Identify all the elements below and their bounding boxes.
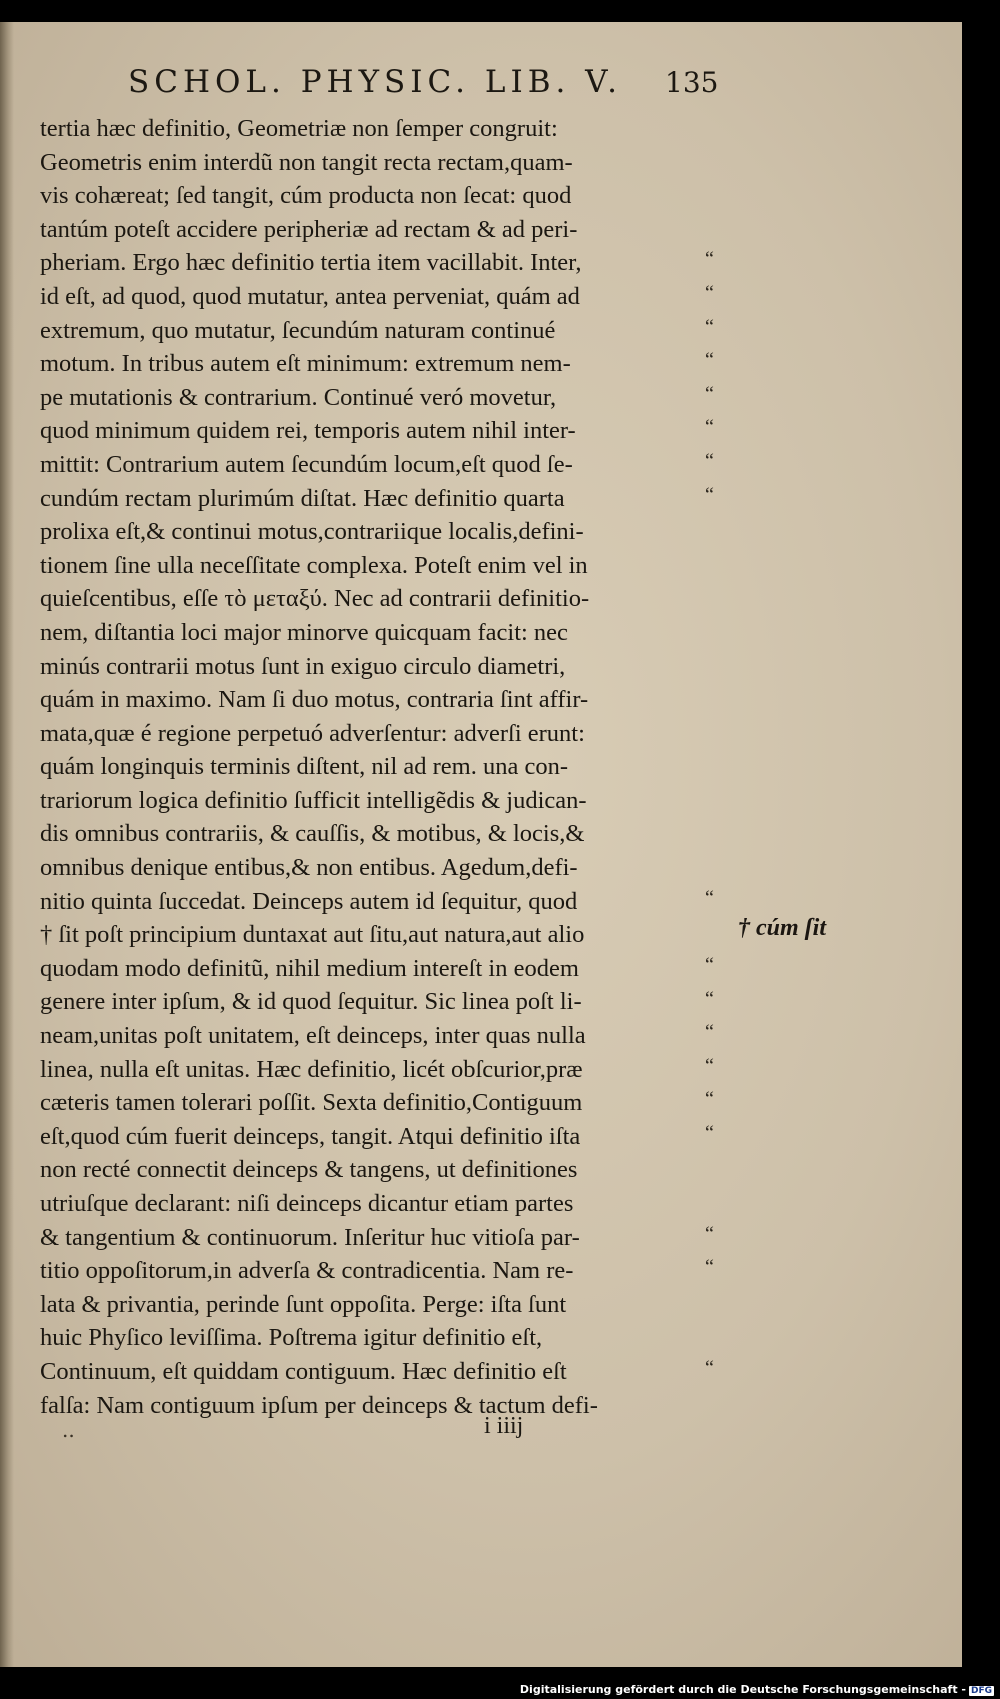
- quote-mark: “: [705, 416, 714, 439]
- text-line: pe mutationis & contrarium. Continué veró movetur,: [40, 383, 557, 411]
- text-line: eſt,quod cúm fuerit deinceps, tangit. Atqui definitio iſta: [40, 1122, 581, 1150]
- margin-note: † cúm ſit: [738, 915, 826, 941]
- signature-mark: i iiij: [484, 1413, 524, 1439]
- page-number: 135: [665, 66, 719, 99]
- text-line: tantúm poteſt accidere peripheriæ ad rectam & ad peri-: [40, 215, 578, 243]
- quote-mark: “: [705, 1054, 714, 1077]
- text-line: prolixa eſt,& continui motus,contrariique localis,defini-: [40, 518, 584, 546]
- dfg-logo: DFG: [970, 1686, 992, 1696]
- quote-mark: “: [705, 483, 714, 506]
- quote-mark: “: [705, 987, 714, 1010]
- text-line: quieſcentibus, eſſe τὸ μεταξύ. Nec ad contrarii definitio-: [40, 585, 590, 613]
- text-line: nem, diſtantia loci major minorve quicquam facit: nec: [40, 618, 568, 646]
- quote-mark: “: [705, 1088, 714, 1111]
- quote-mark: “: [705, 1222, 714, 1245]
- page-gutter-shadow: [0, 22, 14, 1667]
- text-line: quod minimum quidem rei, temporis autem nihil inter-: [40, 417, 576, 445]
- text-line: mata,quæ é regione perpetuó adverſentur: adverſi erunt:: [40, 719, 585, 747]
- text-line: titio oppoſitorum,in adverſa & contradicentia. Nam re-: [40, 1257, 574, 1285]
- running-head: SCHOL. PHYSIC. LIB. V.: [128, 64, 623, 100]
- quote-mark: “: [705, 248, 714, 271]
- text-line: huic Phyſico leviſſima. Poſtrema igitur definitio eſt,: [40, 1324, 543, 1352]
- text-line: non recté connectit deinceps & tangens, ut definitiones: [40, 1156, 578, 1184]
- text-line: vis cohæreat; ſed tangit, cúm producta non ſecat: quod: [40, 182, 572, 210]
- text-line: nitio quinta ſuccedat. Deinceps autem id ſequitur, quod: [40, 887, 578, 915]
- quote-mark: “: [705, 282, 714, 304]
- text-line: tertia hæc definitio, Geometriæ non ſemper congruit:: [40, 115, 558, 142]
- quote-mark: “: [705, 1357, 714, 1380]
- text-line: quám longinquis terminis diſtent, nil ad rem. una con-: [40, 753, 569, 781]
- quote-mark: “: [705, 1122, 714, 1144]
- text-line: Continuum, eſt quiddam contiguum. Hæc definitio eſt: [40, 1357, 567, 1385]
- text-line: lata & privantia, perinde ſunt oppoſita. Perge: iſta ſunt: [40, 1290, 567, 1318]
- main-text-block: [40, 112, 710, 1422]
- text-line: utriuſque declarant: niſi deinceps dicantur etiam partes: [40, 1190, 574, 1217]
- quote-mark: “: [705, 1256, 714, 1279]
- text-line: falſa: Nam contiguum ipſum per deinceps & tactum defi-: [40, 1391, 598, 1419]
- bottom-left-mark: ..: [62, 1418, 75, 1442]
- text-line: trariorum logica definitio ſufficit intelligẽdis & judican-: [40, 786, 587, 814]
- text-line: neam,unitas poſt unitatem, eſt deinceps, inter quas nulla: [40, 1022, 586, 1050]
- quote-mark: “: [705, 349, 714, 372]
- text-line: mittit: Contrarium autem ſecundúm locum,eſt quod ſe-: [40, 450, 573, 478]
- text-line: linea, nulla eſt unitas. Hæc definitio, licét obſcurior,præ: [40, 1055, 583, 1083]
- text-line: omnibus denique entibus,& non entibus. Agedum,defi-: [40, 854, 578, 882]
- text-line: & tangentium & continuorum. Inſeritur huc vitioſa par-: [40, 1223, 580, 1251]
- text-line: dis omnibus contrariis, & cauſſis, & motibus, & locis,&: [40, 820, 585, 848]
- quote-mark: “: [705, 382, 714, 405]
- text-line: pheriam. Ergo hæc definitio tertia item vacillabit. Inter,: [40, 249, 582, 277]
- text-line: minús contrarii motus ſunt in exiguo circulo diametri,: [40, 652, 566, 680]
- text-line: cæteris tamen tolerari poſſit. Sexta definitio,Contiguum: [40, 1089, 583, 1117]
- digitization-credit: [520, 1683, 994, 1696]
- credit-text: Digitalisierung gefördert durch die Deutsche Forschungsgemeinschaft -: [519, 1683, 966, 1696]
- quote-mark: “: [705, 886, 714, 909]
- text-line: genere inter ipſum, & id quod ſequitur. Sic linea poſt li-: [40, 988, 582, 1016]
- quote-mark: “: [705, 450, 714, 472]
- text-line: quám in maximo. Nam ſi duo motus, contraria ſint affir-: [40, 686, 589, 714]
- text-line: motum. In tribus autem eſt minimum: extremum nem-: [40, 350, 571, 378]
- quote-mark: “: [705, 1021, 714, 1044]
- text-line: Geometris enim interdũ non tangit recta rectam,quam-: [40, 148, 573, 176]
- quote-mark: “: [705, 954, 714, 976]
- text-line: cundúm rectam plurimúm diſtat. Hæc definitio quarta: [40, 484, 565, 512]
- text-line: † ſit poſt principium duntaxat aut ſitu,aut natura,aut alio: [40, 921, 585, 949]
- text-line: extremum, quo mutatur, ſecundúm naturam continué: [40, 316, 556, 344]
- text-line: id eſt, ad quod, quod mutatur, antea perveniat, quám ad: [40, 282, 580, 310]
- text-line: quodam modo definitũ, nihil medium intereſt in eodem: [40, 954, 579, 982]
- text-line: tionem ſine ulla neceſſitate complexa. Poteſt enim vel in: [40, 551, 588, 579]
- quote-mark: “: [705, 315, 714, 338]
